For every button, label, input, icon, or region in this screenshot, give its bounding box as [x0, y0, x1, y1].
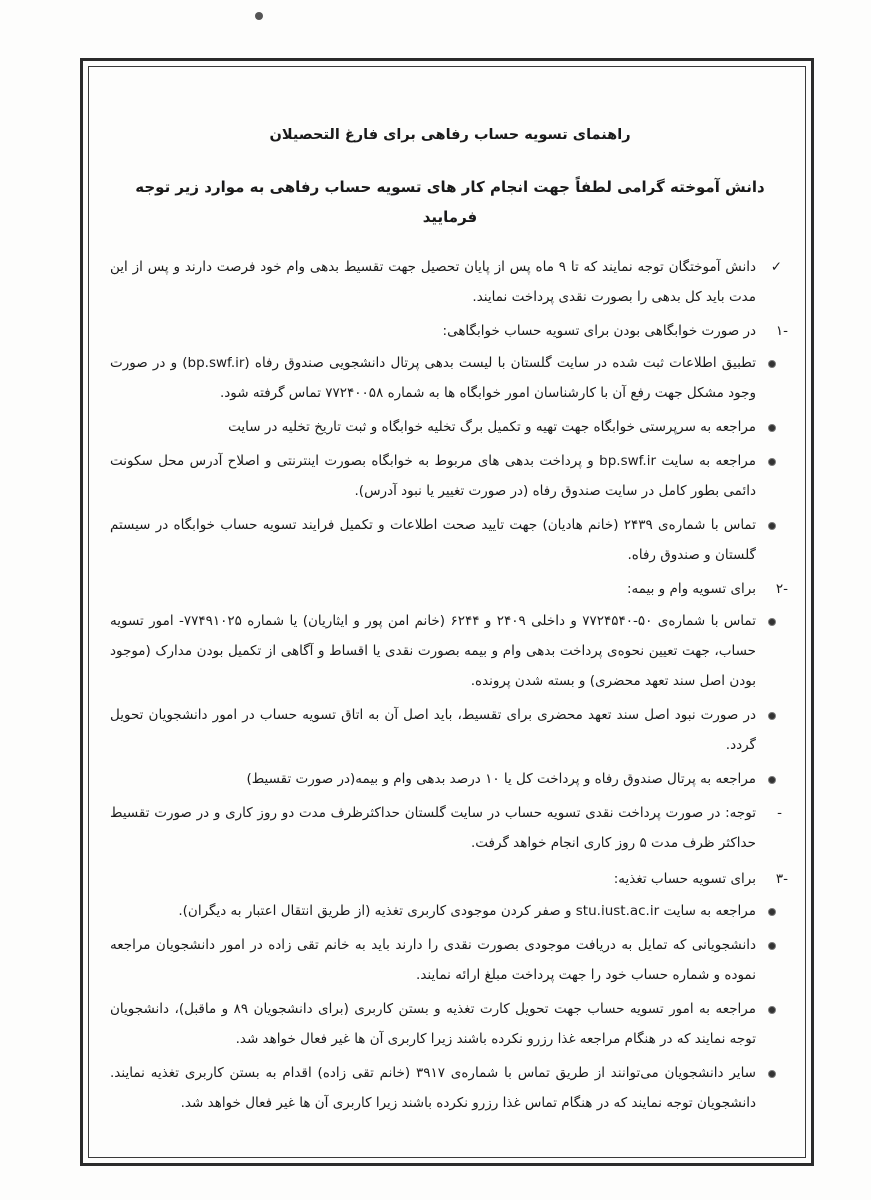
list-item [110, 606, 790, 696]
bullet-icon [768, 1006, 776, 1014]
section-heading-text: برای تسویه حساب تغذیه: [613, 871, 756, 887]
section-2-list [110, 606, 790, 794]
section-1-list [110, 348, 790, 570]
document-title: راهنمای تسویه حساب رفاهی برای فارغ التحصیلان [269, 127, 631, 143]
list-item [110, 764, 790, 794]
list-item [110, 1058, 790, 1118]
section-heading-text: در صورت خوابگاهی بودن برای تسویه حساب خوابگاهی: [442, 323, 756, 339]
section-3-list [110, 896, 790, 1118]
list-item-text: دانشجویانی که تمایل به دریافت موجودی بصورت نقدی را دارند باید به خانم تقی زاده در امور دانشجویان مراجعه نموده و شماره حساب خود را جهت پرداخت مبلغ ارائه نمایند. [110, 937, 756, 983]
bullet-icon [768, 618, 776, 626]
list-item [110, 994, 790, 1054]
list-item-text: مراجعه به سایت stu.iust.ac.ir و صفر کردن موجودی کاربری تغذیه (از طریق انتقال اعتبار به دیگران). [178, 903, 756, 919]
section-3-heading [110, 864, 790, 894]
bullet-icon [768, 424, 776, 432]
list-item [110, 412, 790, 442]
list-item [110, 348, 790, 408]
list-item-text: سایر دانشجویان می‌توانند از طریق تماس با شماره‌ی ۳۹۱۷ (خانم تقی زاده) اقدام به بستن کاربری تغذیه نمایند. دانشجویان توجه نمایند که در هنگام تماس غذا رزرو نکرده باشند زیرا کاربری آن ها غیر فعال خواهد شد. [110, 1065, 756, 1111]
bullet-icon [768, 908, 776, 916]
section-1-heading [110, 316, 790, 346]
list-item-text: مراجعه به سرپرستی خوابگاه جهت تهیه و تکمیل برگ تخلیه خوابگاه و ثبت تاریخ تخلیه در سایت [228, 419, 756, 435]
list-item-text: تطبیق اطلاعات ثبت شده در سایت گلستان با لیست بدهی پرتال دانشجویی صندوق رفاه (bp.swf.ir) و در صورت وجود مشکل جهت رفع آن با کارشناسان امور خوابگاه ها به شماره ۷۷۲۴۰۰۵۸ تماس گرفته شود. [110, 355, 757, 401]
list-item [110, 700, 790, 760]
bullet-icon [768, 1070, 776, 1078]
bullet-icon [768, 522, 776, 530]
punch-hole [255, 12, 263, 20]
list-item-text: مراجعه به امور تسویه حساب جهت تحویل کارت تغذیه و بستن کاربری (برای دانشجویان ۸۹ و ماقبل)، دانشجویان توجه نمایند که در هنگام مراجعه غذا رزرو نکرده باشند زیرا کاربری آن ها غیر فعال خواهد شد. [110, 1001, 756, 1047]
list-item-text: مراجعه به پرتال صندوق رفاه و پرداخت کل یا ۱۰ درصد بدهی وام و بیمه(در صورت تقسیط) [246, 771, 756, 787]
document-content [110, 120, 790, 1122]
list-item [110, 510, 790, 570]
bullet-icon [768, 458, 776, 466]
document-subtitle: دانش آموخته گرامی لطفاً جهت انجام کار های تسویه حساب رفاهی به موارد زیر توجه فرمایید [135, 178, 765, 226]
section-number: -۱ [775, 323, 788, 339]
list-item-text: تماس با شماره‌ی ۵۰-۷۷۲۴۵۴۰ و داخلی ۲۴۰۹ و ۶۲۴۴ (خانم امن پور و ایثاریان) یا شماره ۷۷۴۹۱۰۲۵- امور تسویه حساب، جهت تعیین نحوه‌ی پرداخت بدهی وام و بیمه بصورت نقدی یا اقساط و آگاهی از تکمیل بودن مدارک (موجود بودن اصل سند تعهد محضری) و بسته شدن پرونده. [110, 613, 756, 689]
section-number: -۳ [775, 871, 788, 887]
dash-icon: - [777, 805, 782, 821]
checkmark-icon: ✓ [770, 259, 782, 275]
list-item-text: تماس با شماره‌ی ۲۴۳۹ (خانم هادیان) جهت تایید صحت اطلاعات و تکمیل فرایند تسویه حساب خوابگاه در سیستم گلستان و صندوق رفاه. [110, 517, 756, 563]
list-item [110, 930, 790, 990]
bullet-icon [768, 360, 776, 368]
list-item-text: در صورت نبود اصل سند تعهد محضری برای تقسیط، باید اصل آن به اتاق تسویه حساب در امور دانشجویان تحویل گردد. [110, 707, 756, 753]
bullet-icon [768, 942, 776, 950]
note-text: توجه: در صورت پرداخت نقدی تسویه حساب در سایت گلستان حداکثرظرف مدت دو روز کاری و در صورت تقسیط حداکثر ظرف مدت ۵ روز کاری انجام خواهد گرفت. [110, 805, 756, 851]
section-2-heading [110, 574, 790, 604]
list-item-text: مراجعه به سایت bp.swf.ir و پرداخت بدهی های مربوط به خوابگاه بصورت اینترنتی و اصلاح آدرس محل سکونت دائمی بطور کامل در سایت صندوق رفاه (در صورت تغییر یا نبود آدرس). [110, 453, 756, 499]
bullet-icon [768, 712, 776, 720]
section-heading-text: برای تسویه وام و بیمه: [626, 581, 756, 597]
list-item [110, 446, 790, 506]
section-2-note [110, 798, 790, 858]
bullet-icon [768, 776, 776, 784]
intro-paragraph [110, 252, 790, 312]
intro-text: دانش آموختگان توجه نمایند که تا ۹ ماه پس از پایان تحصیل جهت تقسیط بدهی وام خود فرصت دارند و پس از این مدت باید کل بدهی را بصورت نقدی پرداخت نمایند. [110, 259, 756, 305]
section-number: -۲ [775, 581, 788, 597]
list-item [110, 896, 790, 926]
